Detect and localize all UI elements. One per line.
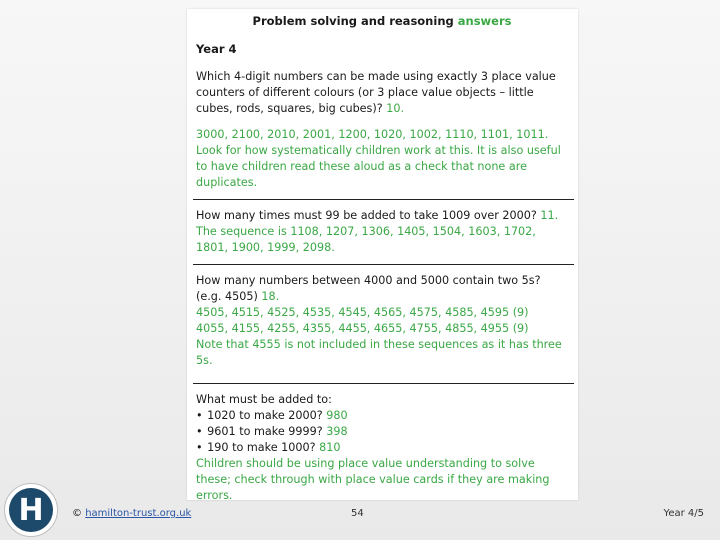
question-1 bbox=[196, 69, 568, 191]
year-heading: Year 4 bbox=[196, 42, 237, 56]
title-main: Problem solving and reasoning bbox=[252, 14, 454, 28]
answer-sheet bbox=[187, 9, 578, 500]
question-3-note: Note that 4555 is not included in these sequences as it has three 5s. bbox=[196, 338, 562, 367]
question-4-item-answer: 398 bbox=[326, 425, 348, 438]
question-2-detail: The sequence is 1108, 1207, 1306, 1405, 1504, 1603, 1702, 1801, 1900, 1999, 2098. bbox=[196, 225, 536, 254]
question-4-item-answer: 810 bbox=[319, 441, 341, 454]
hamilton-trust-link[interactable]: hamilton-trust.org.uk bbox=[85, 508, 192, 519]
question-2-answer: 11. bbox=[540, 209, 559, 222]
question-4-item bbox=[196, 408, 568, 424]
question-3-text bbox=[196, 273, 568, 305]
question-3 bbox=[196, 273, 568, 369]
question-4-item-text: 190 to make 1000? bbox=[207, 441, 316, 454]
question-4 bbox=[196, 392, 568, 504]
question-1-prompt: Which 4-digit numbers can be made using exactly 3 place value counters of different colours (or 3 place value objects – little cubes, rods, squares, big cubes)? bbox=[196, 70, 556, 115]
question-3-line-1: 4505, 4515, 4525, 4535, 4545, 4565, 4575, 4585, 4595 (9) bbox=[196, 306, 529, 319]
title-accent: answers bbox=[457, 14, 512, 28]
question-4-intro: What must be added to: bbox=[196, 393, 332, 406]
question-1-detail: 3000, 2100, 2010, 2001, 1200, 1020, 1002, 1110, 1101, 1011. Look for how systematically children work at this. It is also useful to have children read these aloud as a check that none are duplicates. bbox=[196, 128, 561, 189]
question-4-detail: Children should be using place value understanding to solve these; check through with place value cards if they are making errors. bbox=[196, 457, 550, 502]
logo-letter: H bbox=[9, 488, 53, 532]
divider-1 bbox=[193, 199, 574, 200]
question-3-answer: 18. bbox=[261, 290, 280, 303]
question-2-text bbox=[196, 208, 568, 224]
sheet-title bbox=[196, 13, 568, 29]
question-3-prompt: How many numbers between 4000 and 5000 contain two 5s? (e.g. 4505) bbox=[196, 274, 541, 303]
question-4-item bbox=[196, 424, 568, 440]
question-4-item-text: 9601 to make 9999? bbox=[207, 425, 323, 438]
divider-3 bbox=[193, 383, 574, 384]
question-2 bbox=[196, 208, 568, 256]
question-3-line-2: 4055, 4155, 4255, 4355, 4455, 4655, 4755, 4855, 4955 (9) bbox=[196, 322, 529, 335]
question-1-text bbox=[196, 69, 568, 117]
copyright-symbol: © bbox=[72, 508, 82, 519]
page-number: 54 bbox=[351, 508, 364, 519]
divider-2 bbox=[193, 264, 574, 265]
question-4-item bbox=[196, 440, 568, 456]
question-1-answer: 10. bbox=[386, 102, 405, 115]
question-4-item-answer: 980 bbox=[326, 409, 348, 422]
hamilton-logo bbox=[4, 483, 58, 537]
question-4-item-text: 1020 to make 2000? bbox=[207, 409, 323, 422]
question-2-prompt: How many times must 99 be added to take 1009 over 2000? bbox=[196, 209, 537, 222]
year-label: Year 4/5 bbox=[663, 508, 704, 519]
footer-copyright bbox=[72, 508, 191, 519]
